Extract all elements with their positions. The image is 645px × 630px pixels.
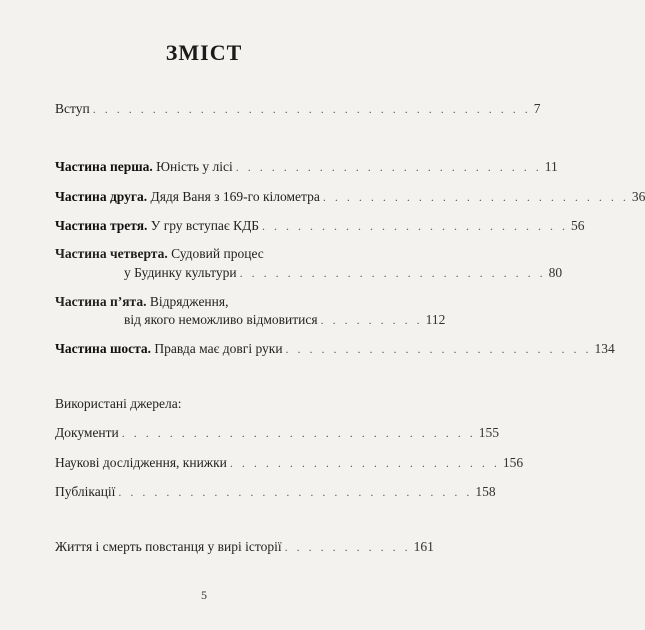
page-number: 5 [201, 588, 207, 602]
chapter-name-cont: від якого неможливо відмовитися [124, 312, 318, 327]
chapter-name: Дядя Ваня з 169-го кілометра [147, 189, 320, 204]
toc-entry-intro[interactable] [55, 101, 541, 117]
leader-dots: . . . . . . . . . . . . . . . . . . . . . . . . . . . . . . [121, 426, 476, 440]
chapter-part: Частина третя. [55, 218, 148, 233]
toc-entry-label: Наукові дослідження, книжки [55, 455, 227, 470]
leader-dots: . . . . . . . . . . . . . . . . . . . . . . . . . . [239, 266, 546, 280]
toc-entry-chapter-4-title[interactable] [55, 246, 264, 262]
toc-entry-page: 56 [571, 218, 585, 233]
chapter-part: Частина четверта. [55, 246, 168, 261]
toc-entry-chapter-4[interactable] [124, 265, 563, 281]
chapter-name-cont: у Будинку культури [124, 265, 237, 280]
leader-dots: . . . . . . . . . [320, 313, 423, 327]
toc-entry-chapter-6[interactable] [55, 341, 615, 357]
toc-entry-page: 80 [548, 265, 563, 280]
toc-entry-sources-research[interactable] [55, 455, 524, 471]
leader-dots: . . . . . . . . . . . . . . . . . . . . . . . . . . [262, 219, 569, 233]
leader-dots: . . . . . . . . . . . [284, 540, 411, 554]
leader-dots: . . . . . . . . . . . . . . . . . . . . . . . . . . . . . . [118, 485, 473, 499]
chapter-part: Частина шоста. [55, 341, 152, 356]
toc-entry-chapter-5-title[interactable] [55, 294, 228, 310]
toc-entry-sources-publications[interactable] [55, 484, 496, 500]
toc-entry-afterword[interactable] [55, 539, 434, 555]
chapter-name: Юність у лісі [152, 159, 233, 174]
toc-entry-page: 112 [425, 312, 446, 327]
sources-heading: Використані джерела: [55, 396, 182, 411]
leader-dots: . . . . . . . . . . . . . . . . . . . . . . . [229, 456, 500, 470]
toc-entry-page: 158 [475, 484, 496, 499]
toc-entry-page: 155 [478, 425, 500, 440]
chapter-name: Судовий процес [167, 246, 264, 261]
toc-entry-chapter-3[interactable] [55, 218, 585, 234]
page-title: ЗМІСТ [165, 40, 243, 65]
toc-entry-label: Вступ [55, 101, 90, 116]
chapter-name: Правда має довгі руки [151, 341, 283, 356]
chapter-part: Частина перша. [55, 159, 153, 174]
toc-entry-chapter-5[interactable] [124, 312, 446, 328]
leader-dots: . . . . . . . . . . . . . . . . . . . . . . . . . . . . . . . . . . . . . [92, 102, 531, 116]
toc-entry-page: 11 [544, 159, 558, 174]
toc-entry-sources-documents[interactable] [55, 425, 500, 441]
toc-entry-page: 134 [594, 341, 615, 356]
toc-entry-chapter-1[interactable] [55, 159, 558, 175]
toc-entry-page: 161 [413, 539, 434, 554]
leader-dots: . . . . . . . . . . . . . . . . . . . . . . . . . . [285, 342, 592, 356]
chapter-part: Частина друга. [55, 189, 148, 204]
leader-dots: . . . . . . . . . . . . . . . . . . . . . . . . . . [322, 190, 629, 204]
toc-entry-label: Життя і смерть повстанця у вирі історії [55, 539, 282, 554]
leader-dots: . . . . . . . . . . . . . . . . . . . . . . . . . . [235, 160, 542, 174]
toc-entry-chapter-2[interactable] [55, 189, 645, 205]
chapter-name: У гру вступає КДБ [147, 218, 260, 233]
chapter-part: Частина п’ята. [55, 294, 147, 309]
toc-entry-label: Документи [55, 425, 119, 440]
toc-entry-page: 156 [502, 455, 524, 470]
toc-entry-page: 7 [533, 101, 541, 116]
toc-entry-label: Публікації [55, 484, 116, 499]
chapter-name: Відрядження, [146, 294, 229, 309]
toc-entry-page: 36 [631, 189, 645, 204]
